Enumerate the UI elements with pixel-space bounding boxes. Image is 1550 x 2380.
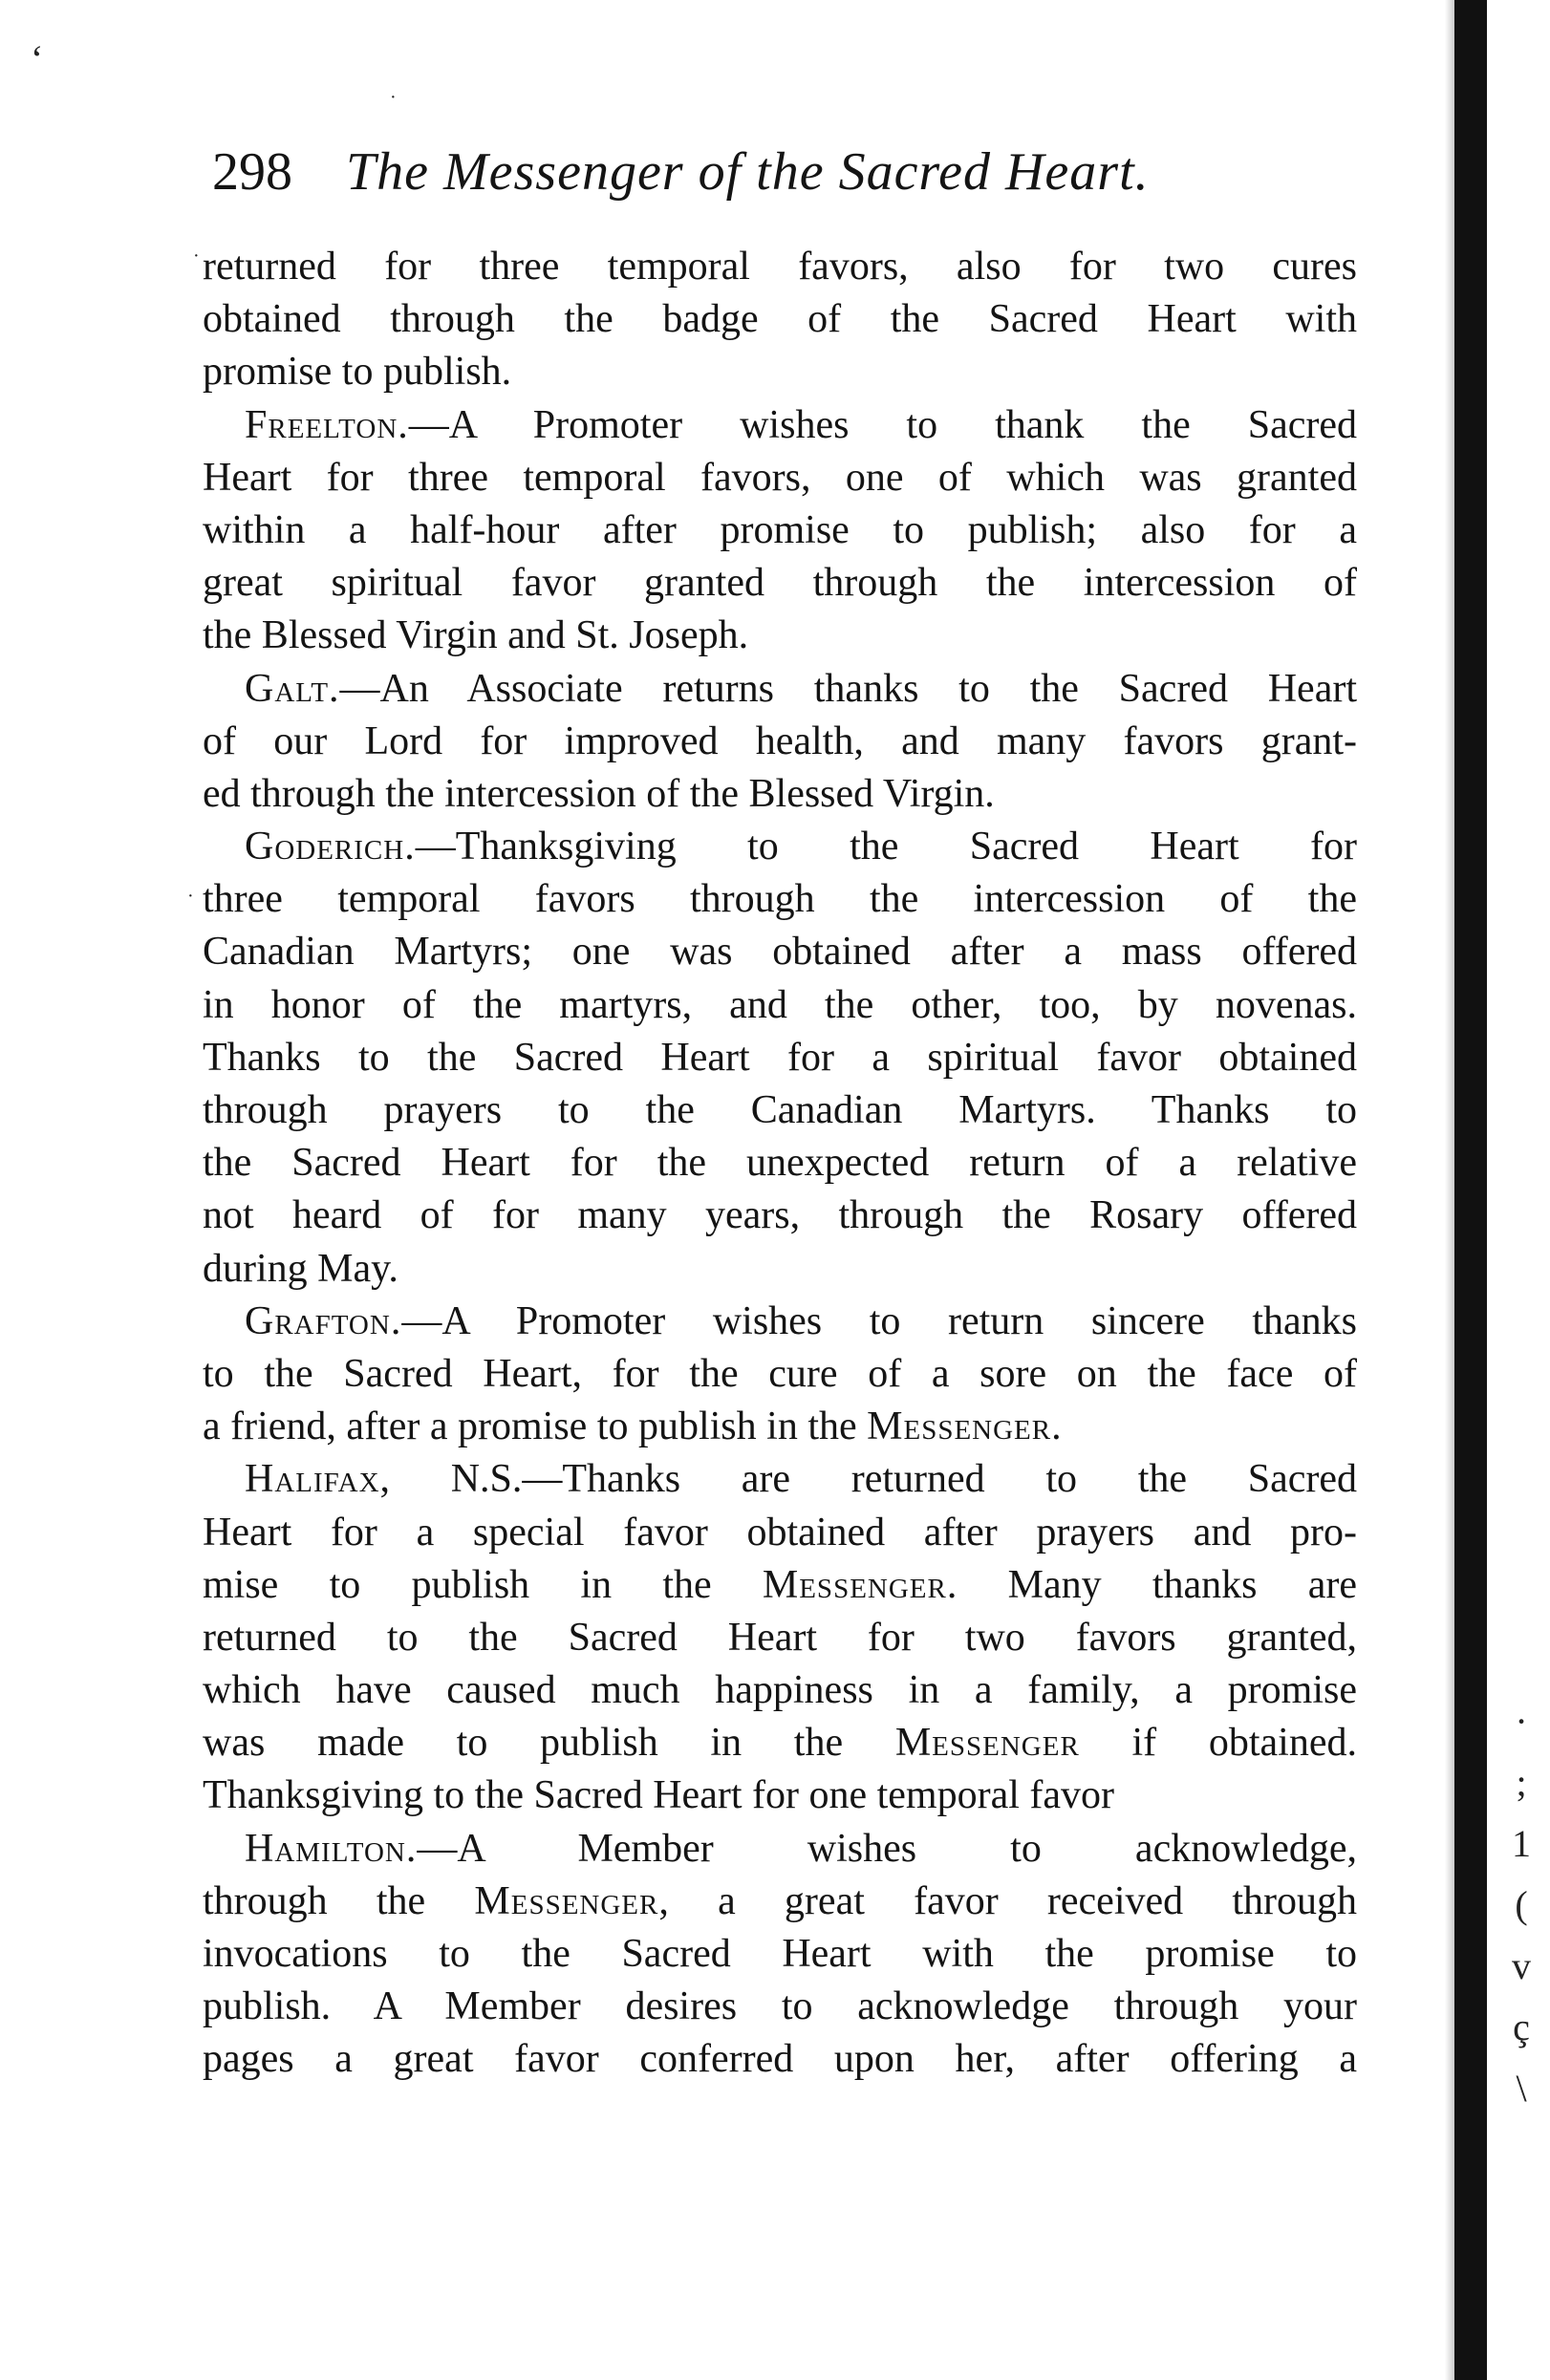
text-line [203,610,1357,662]
text-run: Thanksgiving to the Sacred Heart for one temporal favor [203,1773,1115,1818]
text-line [203,1348,1357,1401]
edge-glyph: 1 [1512,1822,1531,1865]
edge-glyph: \ [1516,2067,1527,2110]
text-run: —Thanksgiving to the Sacred Heart for [415,825,1357,869]
text-line [203,1243,1357,1296]
small-caps-word: Grafton. [245,1298,402,1343]
text-run: . [1051,1404,1062,1449]
text-line [203,399,1357,452]
text-run: which have caused much happiness in a family, a promise [203,1668,1357,1713]
text-line [203,1823,1357,1876]
text-line [203,1190,1357,1242]
small-caps-word: Messenger [762,1562,947,1607]
text-line [203,504,1357,557]
text-line [203,452,1357,504]
text-line [203,1453,1357,1506]
body-text [203,241,1357,2087]
small-caps-word: Galt. [245,666,340,711]
small-caps-word: Freelton. [245,402,409,447]
text-run: of our Lord for improved health, and many favors grant- [203,718,1357,763]
small-caps-word: Messenger [474,1878,659,1923]
text-line [203,821,1357,873]
text-line [203,1559,1357,1612]
text-run: the Sacred Heart for the unexpected return of a relative [203,1141,1357,1186]
edge-glyph: ; [1516,1761,1527,1804]
edge-glyph: · [1515,1700,1528,1743]
text-line [203,1507,1357,1559]
margin-mark-left-b: · [187,886,194,907]
text-line [203,1084,1357,1137]
text-line [203,768,1357,821]
text-run: through the [203,1878,475,1923]
text-run: —A Member wishes to acknowledge, [417,1826,1357,1871]
text-run: through prayers to the Canadian Martyrs. Thanks to [203,1088,1357,1132]
text-run: Heart for three temporal favors, one of which was granted [203,455,1357,500]
text-run: —A Promoter wishes to thank the Sacred [408,402,1357,447]
small-caps-word: Hamilton. [245,1826,418,1871]
text-line [203,1717,1357,1769]
text-run: within a half-hour after promise to publish; also for a [203,507,1357,552]
text-run: returned to the Sacred Heart for two favors granted, [203,1615,1357,1660]
text-run: ed through the intercession of the Blessed Virgin. [203,771,995,816]
text-run: during May. [203,1246,398,1291]
text-line [203,926,1357,978]
text-run: to the Sacred Heart, for the cure of a sore on the face of [203,1351,1357,1396]
text-run: in honor of the martyrs, and the other, too, by novenas. [203,982,1357,1027]
edge-glyph-column [1502,1691,1540,2119]
edge-glyph: ç [1513,2005,1530,2048]
text-line [203,1137,1357,1190]
text-run: mise to publish in the [203,1562,763,1607]
text-line [203,663,1357,716]
text-line [203,1876,1357,1928]
text-run: obtained through the badge of the Sacred Heart with [203,297,1357,342]
text-line [203,1928,1357,1981]
text-line [203,241,1357,293]
small-caps-word: Goderich. [245,825,416,869]
small-caps-word: Messenger [867,1404,1052,1449]
edge-glyph: v [1512,1944,1531,1987]
text-run: a friend, after a promise to publish in the [203,1404,868,1449]
text-run: , N.S.—Thanks are returned to the Sacred [379,1457,1357,1502]
text-run: not heard of for many years, through the Rosary offered [203,1193,1357,1238]
text-run: Thanks to the Sacred Heart for a spiritual favor obtained [203,1035,1357,1080]
text-line [203,1981,1357,2033]
running-title: The Messenger of the Sacred Heart. [346,142,1150,202]
text-run: if obtained. [1079,1721,1357,1766]
text-line [203,1612,1357,1664]
text-line [203,1664,1357,1717]
text-line [203,873,1357,926]
text-run: . Many thanks are [946,1562,1357,1607]
text-run: promise to publish. [203,350,512,395]
text-run: Canadian Martyrs; one was obtained after a mass offered [203,930,1357,975]
text-run: publish. A Member desires to acknowledge through your [203,1984,1357,2029]
margin-mark-top-left: ‘ [31,37,44,80]
edge-glyph: ( [1515,1883,1528,1926]
text-run: , a great favor received through [658,1878,1357,1923]
text-line [203,716,1357,768]
margin-mark-top-mid: · [390,87,397,108]
margin-mark-left-a: · [193,246,200,267]
text-run: —An Associate returns thanks to the Sacred Heart [339,666,1357,711]
small-caps-word: Halifax [245,1457,380,1502]
text-line [203,979,1357,1032]
scan-edge-bar [1454,0,1487,2380]
text-line [203,1401,1357,1453]
text-run: returned for three temporal favors, also for two cures [203,245,1357,289]
page-number: 298 [212,142,292,202]
running-head [212,139,1359,205]
text-run: three temporal favors through the intercession of the [203,877,1357,922]
text-run: great spiritual favor granted through the intercession of [203,561,1357,606]
text-line [203,293,1357,346]
small-caps-word: Messenger [894,1721,1080,1766]
text-run: was made to publish in the [203,1721,895,1766]
text-line [203,2033,1357,2086]
text-run: the Blessed Virgin and St. Joseph. [203,613,749,658]
text-line [203,1769,1357,1822]
text-run: invocations to the Sacred Heart with the promise to [203,1932,1357,1976]
text-run: pages a great favor conferred upon her, after offering a [203,2037,1357,2082]
text-line [203,1296,1357,1348]
text-run: —A Promoter wishes to return sincere thanks [401,1298,1357,1343]
text-line [203,346,1357,398]
text-line [203,557,1357,610]
text-run: Heart for a special favor obtained after prayers and pro- [203,1510,1357,1555]
text-line [203,1032,1357,1084]
